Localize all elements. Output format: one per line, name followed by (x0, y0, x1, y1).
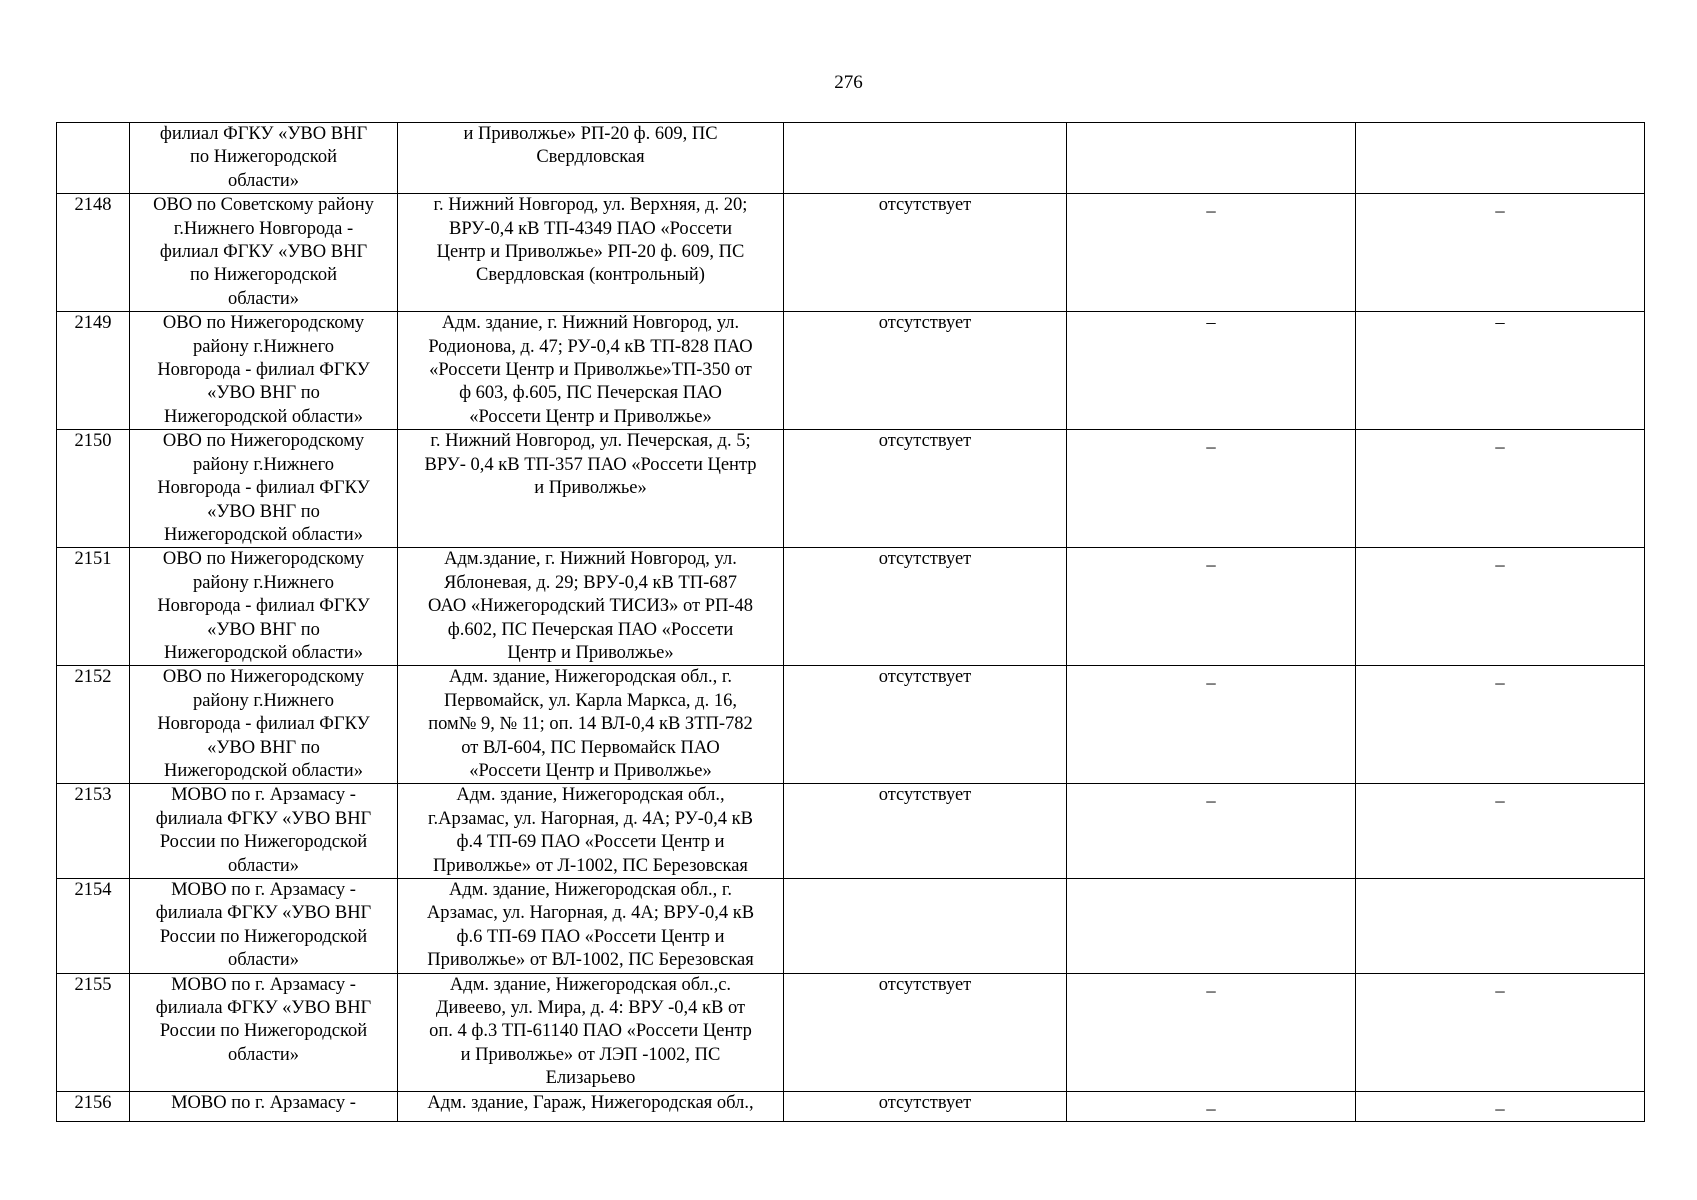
row-number-cell: 2155 (57, 973, 130, 1091)
organization-cell: МОВО по г. Арзамасу - филиала ФГКУ «УВО ВНГ России по Нижегородской области» (130, 973, 398, 1091)
address-cell: Адм. здание, г. Нижний Новгород, ул. Родионова, д. 47; РУ-0,4 кВ ТП-828 ПАО «Россети Центр и Приволжье»ТП-350 от ф 603, ф.605, ПС Печерская ПАО «Россети Центр и Приволжье» (398, 312, 784, 430)
value-cell-5 (1067, 123, 1356, 194)
table-row (57, 973, 1645, 1091)
row-number-cell: 2154 (57, 879, 130, 974)
status-cell: отсутствует (784, 194, 1067, 312)
table-row (57, 879, 1645, 974)
value-cell-6 (1356, 123, 1645, 194)
value-cell-5: _ (1067, 548, 1356, 666)
organization-cell: МОВО по г. Арзамасу - (130, 1091, 398, 1121)
row-number-cell: 2149 (57, 312, 130, 430)
table-row (57, 784, 1645, 879)
table-row (57, 1091, 1645, 1121)
address-cell: Адм. здание, Гараж, Нижегородская обл., (398, 1091, 784, 1121)
status-cell (784, 879, 1067, 974)
address-cell: Адм. здание, Нижегородская обл.,с. Дивеево, ул. Мира, д. 4: ВРУ -0,4 кВ от оп. 4 ф.3 ТП-61140 ПАО «Россети Центр и Приволжье» от ЛЭП -1002, ПС Елизарьево (398, 973, 784, 1091)
value-cell-5: _ (1067, 784, 1356, 879)
table-row (57, 666, 1645, 784)
status-cell: отсутствует (784, 973, 1067, 1091)
value-cell-5: _ (1067, 430, 1356, 548)
row-number-cell: 2153 (57, 784, 130, 879)
organization-cell: ОВО по Нижегородскому району г.Нижнего Новгорода - филиал ФГКУ «УВО ВНГ по Нижегородской области» (130, 312, 398, 430)
organization-cell: МОВО по г. Арзамасу - филиала ФГКУ «УВО ВНГ России по Нижегородской области» (130, 879, 398, 974)
address-cell: и Приволжье» РП-20 ф. 609, ПС Свердловская (398, 123, 784, 194)
organization-cell: ОВО по Нижегородскому району г.Нижнего Новгорода - филиал ФГКУ «УВО ВНГ по Нижегородской области» (130, 666, 398, 784)
row-number-cell: 2152 (57, 666, 130, 784)
organization-cell: ОВО по Нижегородскому району г.Нижнего Новгорода - филиал ФГКУ «УВО ВНГ по Нижегородской области» (130, 548, 398, 666)
registry-table-body (57, 123, 1645, 1122)
value-cell-5: _ (1067, 666, 1356, 784)
status-cell (784, 123, 1067, 194)
address-cell: Адм. здание, Нижегородская обл., г.Арзамас, ул. Нагорная, д. 4А; РУ-0,4 кВ ф.4 ТП-69 ПАО «Россети Центр и Приволжье» от Л-1002, ПС Березовская (398, 784, 784, 879)
organization-cell: филиал ФГКУ «УВО ВНГ по Нижегородской области» (130, 123, 398, 194)
status-cell: отсутствует (784, 430, 1067, 548)
status-cell: отсутствует (784, 784, 1067, 879)
registry-table (56, 122, 1645, 1122)
table-row (57, 548, 1645, 666)
value-cell-5: _ (1067, 973, 1356, 1091)
value-cell-6: _ (1356, 666, 1645, 784)
address-cell: Адм.здание, г. Нижний Новгород, ул. Яблоневая, д. 29; ВРУ-0,4 кВ ТП-687 ОАО «Нижегородский ТИСИЗ» от РП-48 ф.602, ПС Печерская ПАО «Россети Центр и Приволжье» (398, 548, 784, 666)
status-cell: отсутствует (784, 1091, 1067, 1121)
row-number-cell: 2151 (57, 548, 130, 666)
value-cell-5: _ (1067, 1091, 1356, 1121)
table-row (57, 430, 1645, 548)
value-cell-5: – (1067, 312, 1356, 430)
status-cell: отсутствует (784, 312, 1067, 430)
page-number: 276 (834, 72, 863, 93)
organization-cell: ОВО по Советскому району г.Нижнего Новгорода - филиал ФГКУ «УВО ВНГ по Нижегородской области» (130, 194, 398, 312)
value-cell-6: _ (1356, 1091, 1645, 1121)
address-cell: г. Нижний Новгород, ул. Верхняя, д. 20; ВРУ-0,4 кВ ТП-4349 ПАО «Россети Центр и Приволжье» РП-20 ф. 609, ПС Свердловская (контрольный) (398, 194, 784, 312)
table-row (57, 194, 1645, 312)
organization-cell: ОВО по Нижегородскому району г.Нижнего Новгорода - филиал ФГКУ «УВО ВНГ по Нижегородской области» (130, 430, 398, 548)
status-cell: отсутствует (784, 548, 1067, 666)
value-cell-6: _ (1356, 548, 1645, 666)
organization-cell: МОВО по г. Арзамасу - филиала ФГКУ «УВО ВНГ России по Нижегородской области» (130, 784, 398, 879)
value-cell-5 (1067, 879, 1356, 974)
value-cell-6 (1356, 879, 1645, 974)
value-cell-6: _ (1356, 784, 1645, 879)
value-cell-5: _ (1067, 194, 1356, 312)
status-cell: отсутствует (784, 666, 1067, 784)
value-cell-6: – (1356, 312, 1645, 430)
row-number-cell: 2150 (57, 430, 130, 548)
value-cell-6: _ (1356, 430, 1645, 548)
address-cell: г. Нижний Новгород, ул. Печерская, д. 5; ВРУ- 0,4 кВ ТП-357 ПАО «Россети Центр и Приволжье» (398, 430, 784, 548)
address-cell: Адм. здание, Нижегородская обл., г. Арзамас, ул. Нагорная, д. 4А; ВРУ-0,4 кВ ф.6 ТП-69 ПАО «Россети Центр и Приволжье» от ВЛ-1002, ПС Березовская (398, 879, 784, 974)
row-number-cell (57, 123, 130, 194)
table-row (57, 123, 1645, 194)
address-cell: Адм. здание, Нижегородская обл., г. Первомайск, ул. Карла Маркса, д. 16, пом№ 9, № 11; оп. 14 ВЛ-0,4 кВ ЗТП-782 от ВЛ-604, ПС Первомайск ПАО «Россети Центр и Приволжье» (398, 666, 784, 784)
row-number-cell: 2148 (57, 194, 130, 312)
value-cell-6: _ (1356, 973, 1645, 1091)
value-cell-6: _ (1356, 194, 1645, 312)
row-number-cell: 2156 (57, 1091, 130, 1121)
table-row (57, 312, 1645, 430)
